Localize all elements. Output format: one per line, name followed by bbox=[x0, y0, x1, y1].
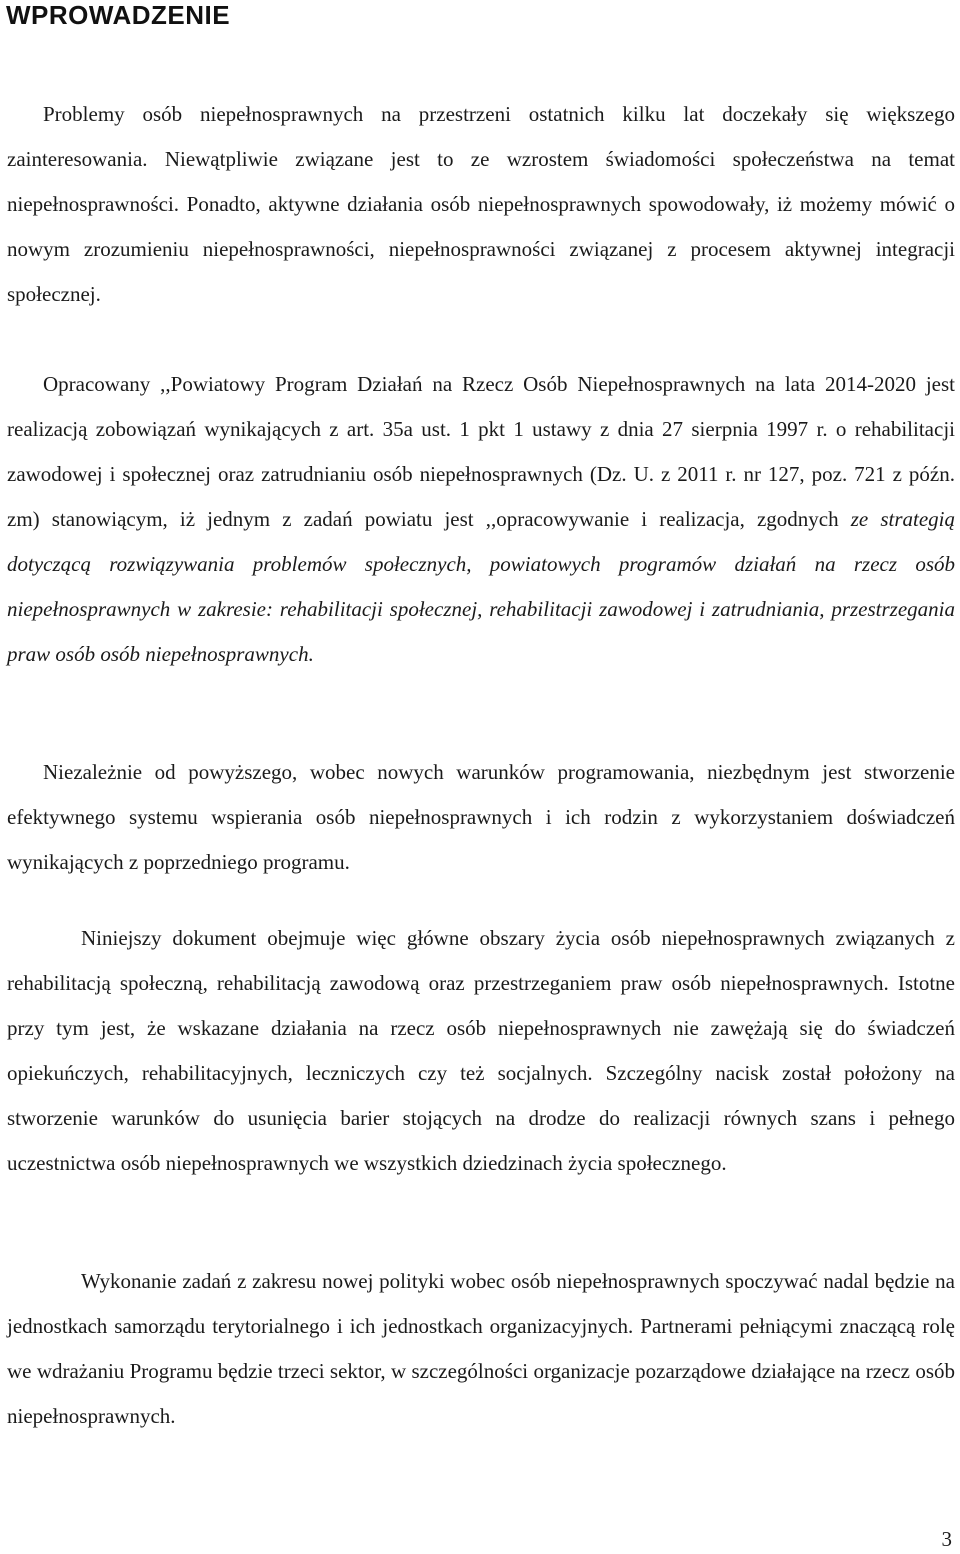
paragraph-legal-basis bbox=[7, 362, 955, 677]
paragraph-text: Niezależnie od powyższego, wobec nowych warunków programowania, niezbędnym jest stworzenie efektywnego systemu wspierania osób niepełnosprawnych i ich rodzin z wykorzystaniem doświadczeń wynikających z poprzedniego programu. bbox=[7, 760, 955, 874]
page-number: 3 bbox=[941, 1527, 952, 1551]
paragraph-introduction bbox=[7, 92, 955, 317]
paragraph-text: Wykonanie zadań z zakresu nowej polityki wobec osób niepełnosprawnych spoczywać nadal będzie na jednostkach samorządu terytorialnego i ich jednostkach organizacyjnych. Partnerami pełniącymi znaczącą rolę we wdrażaniu Programu będzie trzeci sektor, w szczególności organizacje pozarządowe działające na rzecz osób niepełnosprawnych. bbox=[7, 1269, 955, 1428]
paragraph-new-conditions bbox=[7, 750, 955, 885]
paragraph-implementation bbox=[7, 1259, 955, 1439]
section-heading: WPROWADZENIE bbox=[6, 0, 231, 30]
paragraph-quoted-text: ze strategią dotyczącą rozwiązywania problemów społecznych, powiatowych programów działań na rzecz osób niepełnosprawnych w zakresie: rehabilitacji społecznej, rehabilitacji zawodowej i zatrudniania, przestrzegania praw osób osób niepełnosprawnych. bbox=[7, 507, 955, 666]
paragraph-text: Opracowany ,,Powiatowy Program Działań na Rzecz Osób Niepełnosprawnych na lata 2014-2020 jest realizacją zobowiązań wynikających z art. 35a ust. 1 pkt 1 ustawy z dnia 27 sierpnia 1997 r. o rehabilitacji zawodowej i społecznej oraz zatrudnianiu osób niepełnosprawnych (Dz. U. z 2011 r. nr 127, poz. 721 z późn. zm) stanowiącym, iż jednym z zadań powiatu jest ,,opracowywanie i realizacja, zgodnych bbox=[7, 372, 955, 531]
paragraph-text: Problemy osób niepełnosprawnych na przestrzeni ostatnich kilku lat doczekały się większego zainteresowania. Niewątpliwie związane jest to ze wzrostem świadomości społeczeństwa na temat niepełnosprawności. Ponadto, aktywne działania osób niepełnosprawnych spowodowały, iż możemy mówić o nowym zrozumieniu niepełnosprawności, niepełnosprawności związanej z procesem aktywnej integracji społecznej. bbox=[7, 102, 955, 306]
paragraph-text: Niniejszy dokument obejmuje więc główne obszary życia osób niepełnosprawnych związanych z rehabilitacją społeczną, rehabilitacją zawodową oraz przestrzeganiem praw osób niepełnosprawnych. Istotne przy tym jest, że wskazane działania na rzecz osób niepełnosprawnych nie zawężają się do świadczeń opiekuńczych, rehabilitacyjnych, leczniczych czy też socjalnych. Szczególny nacisk został położony na stworzenie warunków do usunięcia barier stojących na drodze do realizacji równych szans i pełnego uczestnictwa osób niepełnosprawnych we wszystkich dziedzinach życia społecznego. bbox=[7, 926, 955, 1175]
paragraph-document-scope bbox=[7, 916, 955, 1186]
